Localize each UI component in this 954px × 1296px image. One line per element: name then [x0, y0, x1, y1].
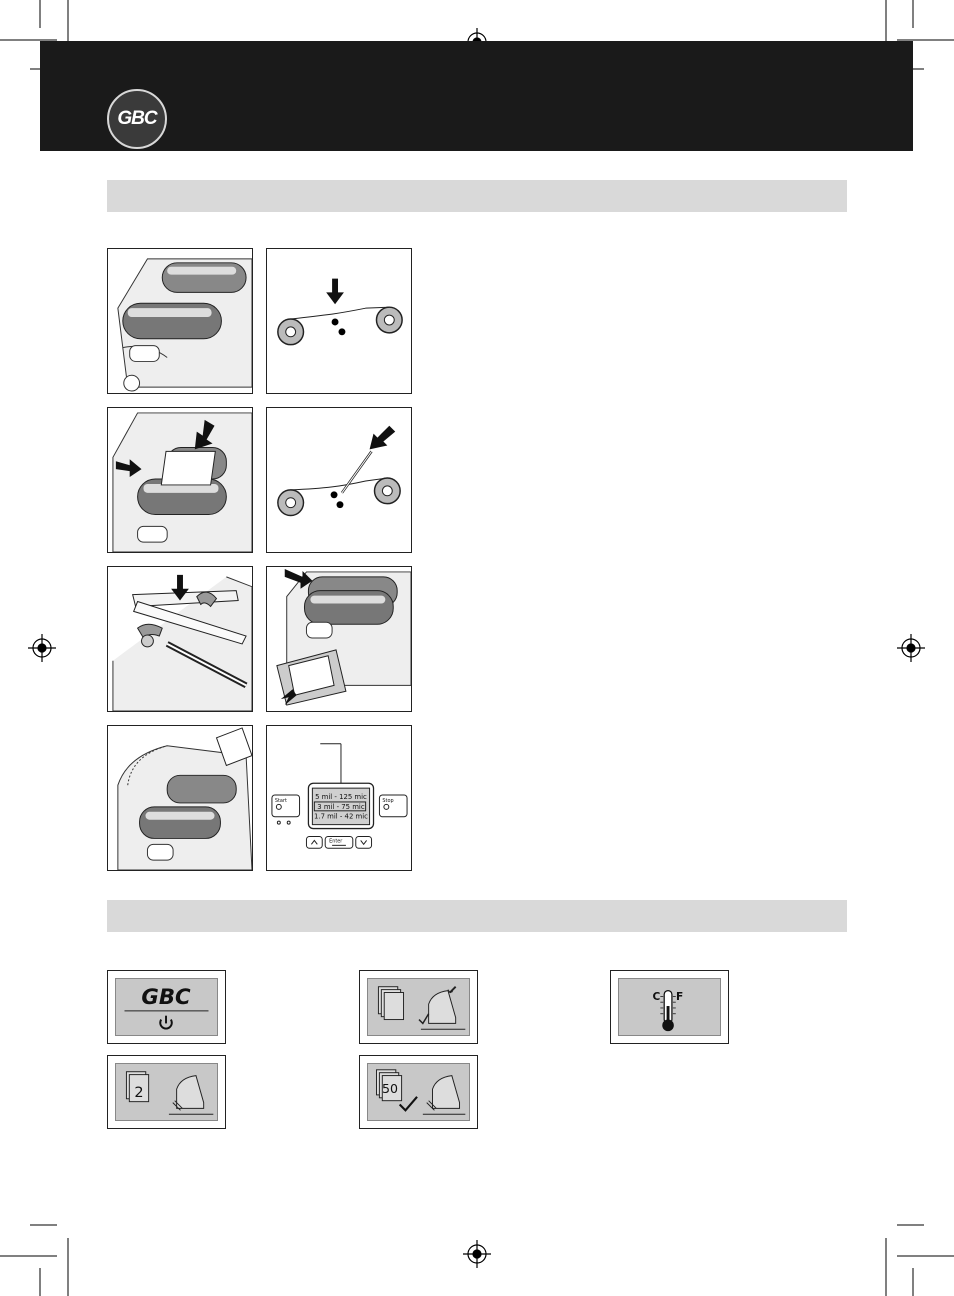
illustration-threading-card [107, 407, 253, 553]
power-icon [160, 1016, 172, 1029]
temperature-c-label: C [652, 990, 661, 1004]
temperature-f-label: F [676, 990, 684, 1004]
illustration-rolls-loaded [107, 248, 253, 394]
down-button [356, 836, 372, 848]
checkmark-icon [400, 1097, 417, 1111]
tile-power-gbc [107, 970, 226, 1044]
document-stack-icon [378, 987, 403, 1020]
registration-target-right [897, 634, 925, 662]
lcd-line-1: 5 mil - 125 mic [315, 792, 367, 801]
card-exit-illustration [267, 567, 411, 711]
web-path-diagram [267, 249, 411, 393]
control-panel-diagram [267, 726, 411, 870]
start-button-label: Start [274, 797, 287, 804]
counter-value-50: 50 [382, 1080, 399, 1096]
gbc-logo: GBC [107, 89, 167, 149]
control-panel-display [266, 725, 412, 871]
section-bar-top [107, 180, 847, 212]
diagram-web-path [266, 248, 412, 394]
tile-counter-2 [107, 1055, 226, 1129]
enter-button-label: Enter [329, 838, 343, 845]
stop-button-label: Stop [382, 797, 394, 804]
laminator-rolls-illustration [108, 249, 252, 393]
tile-gbc-logo-text: GBC [141, 985, 191, 1011]
lcd-line-3: 1.7 mil - 42 mic [314, 812, 368, 821]
up-button [306, 836, 322, 848]
laminator-feed-icon [423, 1076, 465, 1115]
card-insertion-diagram [267, 408, 411, 552]
diagram-card-insertion [266, 407, 412, 553]
page-header-bar [40, 41, 913, 151]
illustration-card-exit [266, 566, 412, 712]
threading-card-illustration [108, 408, 252, 552]
tile-stack-feed [359, 970, 478, 1044]
illustration-cover-removal [107, 566, 253, 712]
laminator-feed-icon [169, 1076, 213, 1115]
illustration-cover-closed [107, 725, 253, 871]
lcd-line-2: 3 mil - 75 mic [317, 802, 365, 811]
laminator-feed-icon [419, 987, 465, 1029]
tile-temperature [610, 970, 729, 1044]
registration-target-bottom [463, 1240, 491, 1268]
cover-closed-illustration [108, 726, 252, 870]
tile-counter-50 [359, 1055, 478, 1129]
cover-removal-illustration [108, 567, 252, 711]
registration-target-left [28, 634, 56, 662]
counter-value-2: 2 [134, 1084, 144, 1101]
thermometer-icon [660, 991, 675, 1032]
section-bar-bottom [107, 900, 847, 932]
